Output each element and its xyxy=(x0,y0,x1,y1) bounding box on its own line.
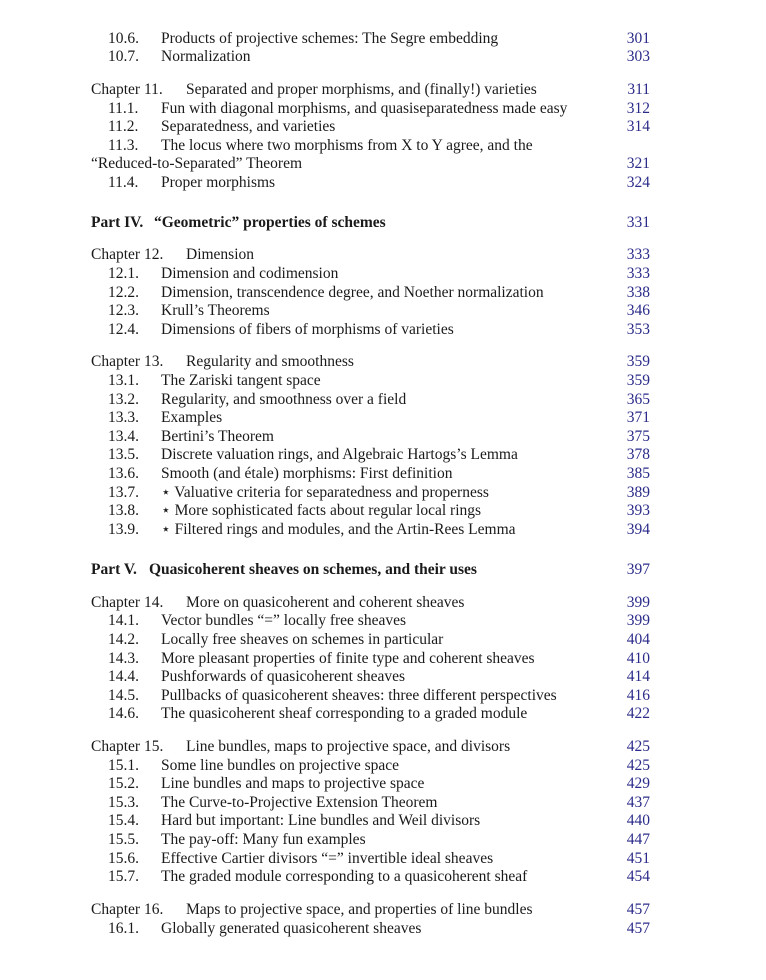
section-title: The Zariski tangent space xyxy=(161,372,321,389)
toc-chapter-entry[interactable] xyxy=(0,737,766,756)
toc-section-entry[interactable] xyxy=(0,849,766,868)
page-number-link[interactable]: 314 xyxy=(626,118,650,135)
toc-section-entry[interactable] xyxy=(0,136,766,155)
page-number-link[interactable]: 447 xyxy=(626,831,650,848)
page-number-link[interactable]: 333 xyxy=(626,265,650,282)
page-number-link[interactable]: 399 xyxy=(626,612,650,629)
section-number: 15.2. xyxy=(108,775,139,792)
page-number-link[interactable]: 359 xyxy=(626,372,650,389)
part-label: Part IV. xyxy=(91,214,144,231)
toc-section-entry[interactable] xyxy=(0,483,766,502)
page-number-link[interactable]: 451 xyxy=(626,850,650,867)
section-title: Pushforwards of quasicoherent sheaves xyxy=(161,668,406,685)
page-number-link[interactable]: 324 xyxy=(626,174,650,191)
page-number-link[interactable]: 416 xyxy=(626,687,650,704)
toc-section-entry[interactable] xyxy=(0,756,766,775)
section-title: Pullbacks of quasicoherent sheaves: three different perspectives xyxy=(161,687,557,704)
section-title: Products of projective schemes: The Segre embedding xyxy=(161,30,499,47)
section-title: Proper morphisms xyxy=(161,174,276,191)
section-title: Locally free sheaves on schemes in particular xyxy=(161,631,444,648)
page-number-link[interactable]: 331 xyxy=(626,214,650,231)
chapter-label: Chapter 15. xyxy=(91,738,164,755)
toc-section-entry[interactable] xyxy=(0,464,766,483)
page-number-link[interactable]: 422 xyxy=(626,705,650,722)
section-title: More pleasant properties of finite type and coherent sheaves xyxy=(161,650,535,667)
page-number-link[interactable]: 321 xyxy=(626,155,650,172)
page-number-link[interactable]: 393 xyxy=(626,502,650,519)
toc-section-entry[interactable] xyxy=(0,686,766,705)
section-title: Effective Cartier divisors “=” invertible ideal sheaves xyxy=(161,850,494,867)
page-number-link[interactable]: 303 xyxy=(626,48,650,65)
section-number: 15.5. xyxy=(108,831,139,848)
page-number-link[interactable]: 425 xyxy=(626,738,650,755)
section-title: Fun with diagonal morphisms, and quasiseparatedness made easy xyxy=(161,100,568,117)
part-title: Quasicoherent sheaves on schemes, and their uses xyxy=(149,561,477,578)
section-title: Smooth (and étale) morphisms: First definition xyxy=(161,465,453,482)
toc-section-entry[interactable] xyxy=(0,99,766,118)
toc-chapter-entry[interactable] xyxy=(0,593,766,612)
section-number: 15.1. xyxy=(108,757,139,774)
section-number: 15.4. xyxy=(108,812,139,829)
toc-section-entry[interactable] xyxy=(0,390,766,409)
section-title: Dimensions of fibers of morphisms of varieties xyxy=(161,321,454,338)
toc-section-entry[interactable] xyxy=(0,811,766,830)
section-title: Separatedness, and varieties xyxy=(161,118,336,135)
chapter-title: More on quasicoherent and coherent sheaves xyxy=(186,594,465,611)
page-number-link[interactable]: 359 xyxy=(626,353,650,370)
section-number: 16.1. xyxy=(108,920,139,937)
section-title: The Curve-to-Projective Extension Theorem xyxy=(161,794,438,811)
toc-section-entry[interactable] xyxy=(0,408,766,427)
toc-section-entry[interactable] xyxy=(0,173,766,192)
section-number: 11.3. xyxy=(108,137,139,154)
toc-part-entry[interactable] xyxy=(0,213,766,232)
chapter-title: Regularity and smoothness xyxy=(186,353,354,370)
toc-section-entry[interactable] xyxy=(0,47,766,66)
page-number-link[interactable]: 414 xyxy=(626,668,650,685)
toc-section-entry[interactable] xyxy=(0,867,766,886)
section-number: 14.5. xyxy=(108,687,139,704)
toc-chapter-entry[interactable] xyxy=(0,245,766,264)
section-title: Some line bundles on projective space xyxy=(161,757,400,774)
page-number-link[interactable]: 311 xyxy=(627,81,650,98)
section-number: 13.3. xyxy=(108,409,139,426)
section-number: 13.2. xyxy=(108,391,139,408)
toc-chapter-entry[interactable] xyxy=(0,80,766,99)
page-number-link[interactable]: 457 xyxy=(626,901,650,918)
chapter-title: Line bundles, maps to projective space, and divisors xyxy=(186,738,511,755)
page-number-link[interactable]: 389 xyxy=(626,484,650,501)
section-title: Vector bundles “=” locally free sheaves xyxy=(161,612,407,629)
toc-section-entry[interactable] xyxy=(0,649,766,668)
chapter-title: Dimension xyxy=(186,246,255,263)
toc-section-entry[interactable] xyxy=(0,301,766,320)
page-number-link[interactable]: 371 xyxy=(626,409,650,426)
section-number: 13.7. xyxy=(108,484,139,501)
toc-section-entry[interactable] xyxy=(0,264,766,283)
page-number-link[interactable]: 333 xyxy=(626,246,650,263)
section-number: 13.9. xyxy=(108,521,139,538)
section-title: Examples xyxy=(161,409,223,426)
section-number: 13.5. xyxy=(108,446,139,463)
toc-section-entry[interactable] xyxy=(0,283,766,302)
page-number-link[interactable]: 404 xyxy=(626,631,650,648)
toc-section-entry[interactable] xyxy=(0,919,766,938)
section-title: Krull’s Theorems xyxy=(161,302,270,319)
page-number-link[interactable]: 457 xyxy=(626,920,650,937)
page-number-link[interactable]: 385 xyxy=(626,465,650,482)
section-title: Globally generated quasicoherent sheaves xyxy=(161,920,422,937)
chapter-title: Separated and proper morphisms, and (finally!) varieties xyxy=(186,81,537,98)
page-number-link[interactable]: 437 xyxy=(626,794,650,811)
page-number-link[interactable]: 338 xyxy=(626,284,650,301)
section-number: 14.6. xyxy=(108,705,139,722)
toc-section-entry[interactable] xyxy=(0,117,766,136)
section-title: The graded module corresponding to a quasicoherent sheaf xyxy=(161,868,528,885)
page-number-link[interactable]: 397 xyxy=(626,561,650,578)
toc-section-entry[interactable] xyxy=(0,630,766,649)
section-number: 10.6. xyxy=(108,30,139,47)
toc-section-entry[interactable] xyxy=(0,830,766,849)
section-number: 15.6. xyxy=(108,850,139,867)
section-title: Dimension and codimension xyxy=(161,265,339,282)
section-title: Hard but important: Line bundles and Weil divisors xyxy=(161,812,481,829)
chapter-title: Maps to projective space, and properties of line bundles xyxy=(186,901,533,918)
part-title: “Geometric” properties of schemes xyxy=(154,214,386,231)
section-number: 12.2. xyxy=(108,284,139,301)
section-number: 11.4. xyxy=(108,174,139,191)
section-number: 13.8. xyxy=(108,502,139,519)
page-number-link[interactable]: 410 xyxy=(626,650,650,667)
page-number-link[interactable]: 429 xyxy=(626,775,650,792)
section-title: ⋆ Valuative criteria for separatedness and properness xyxy=(161,484,489,501)
section-number: 12.1. xyxy=(108,265,139,282)
toc-section-entry[interactable] xyxy=(0,29,766,48)
toc-section-continuation[interactable] xyxy=(0,154,766,173)
toc-chapter-entry[interactable] xyxy=(0,352,766,371)
section-number: 12.3. xyxy=(108,302,139,319)
page-number-link[interactable]: 454 xyxy=(626,868,650,885)
section-title: Bertini’s Theorem xyxy=(161,428,274,445)
toc-section-entry[interactable] xyxy=(0,793,766,812)
section-title: Discrete valuation rings, and Algebraic Hartogs’s Lemma xyxy=(161,446,518,463)
section-title: Normalization xyxy=(161,48,251,65)
section-number: 15.3. xyxy=(108,794,139,811)
section-title: Line bundles and maps to projective space xyxy=(161,775,425,792)
page-number-link[interactable]: 394 xyxy=(626,521,650,538)
toc-section-entry[interactable] xyxy=(0,611,766,630)
part-label: Part V. xyxy=(91,561,137,578)
toc-section-entry[interactable] xyxy=(0,320,766,339)
toc-section-entry[interactable] xyxy=(0,445,766,464)
section-number: 14.1. xyxy=(108,612,139,629)
section-number: 10.7. xyxy=(108,48,139,65)
page-number-link[interactable]: 378 xyxy=(626,446,650,463)
toc-section-entry[interactable] xyxy=(0,501,766,520)
chapter-label: Chapter 12. xyxy=(91,246,164,263)
section-number: 13.1. xyxy=(108,372,139,389)
toc-section-entry[interactable] xyxy=(0,371,766,390)
section-number: 13.6. xyxy=(108,465,139,482)
section-title: The quasicoherent sheaf corresponding to a graded module xyxy=(161,705,528,722)
section-title: Regularity, and smoothness over a field xyxy=(161,391,407,408)
toc-section-entry[interactable] xyxy=(0,774,766,793)
section-number: 13.4. xyxy=(108,428,139,445)
section-number: 14.4. xyxy=(108,668,139,685)
toc-chapter-entry[interactable] xyxy=(0,900,766,919)
page-number-link[interactable]: 375 xyxy=(626,428,650,445)
chapter-label: Chapter 14. xyxy=(91,594,164,611)
toc-part-entry[interactable] xyxy=(0,560,766,579)
section-title-continuation: “Reduced-to-Separated” Theorem xyxy=(91,155,303,172)
section-number: 12.4. xyxy=(108,321,139,338)
section-title: ⋆ More sophisticated facts about regular local rings xyxy=(161,502,482,519)
chapter-label: Chapter 11. xyxy=(91,81,163,98)
page-number-link[interactable]: 312 xyxy=(626,100,650,117)
section-number: 14.2. xyxy=(108,631,139,648)
page-number-link[interactable]: 301 xyxy=(626,30,650,47)
toc-section-entry[interactable] xyxy=(0,520,766,539)
section-title: The locus where two morphisms from X to Y agree, and the xyxy=(161,137,533,154)
section-title: ⋆ Filtered rings and modules, and the Artin-Rees Lemma xyxy=(161,521,516,538)
toc-section-entry[interactable] xyxy=(0,667,766,686)
toc-section-entry[interactable] xyxy=(0,427,766,446)
page-number-link[interactable]: 353 xyxy=(626,321,650,338)
toc-section-entry[interactable] xyxy=(0,704,766,723)
section-number: 11.1. xyxy=(108,100,139,117)
section-number: 11.2. xyxy=(108,118,139,135)
page-number-link[interactable]: 425 xyxy=(626,757,650,774)
section-number: 14.3. xyxy=(108,650,139,667)
section-number: 15.7. xyxy=(108,868,139,885)
page-number-link[interactable]: 365 xyxy=(626,391,650,408)
chapter-label: Chapter 13. xyxy=(91,353,164,370)
page-number-link[interactable]: 346 xyxy=(626,302,650,319)
chapter-label: Chapter 16. xyxy=(91,901,164,918)
page-number-link[interactable]: 440 xyxy=(626,812,650,829)
page-number-link[interactable]: 399 xyxy=(626,594,650,611)
section-title: The pay-off: Many fun examples xyxy=(161,831,366,848)
section-title: Dimension, transcendence degree, and Noether normalization xyxy=(161,284,544,301)
